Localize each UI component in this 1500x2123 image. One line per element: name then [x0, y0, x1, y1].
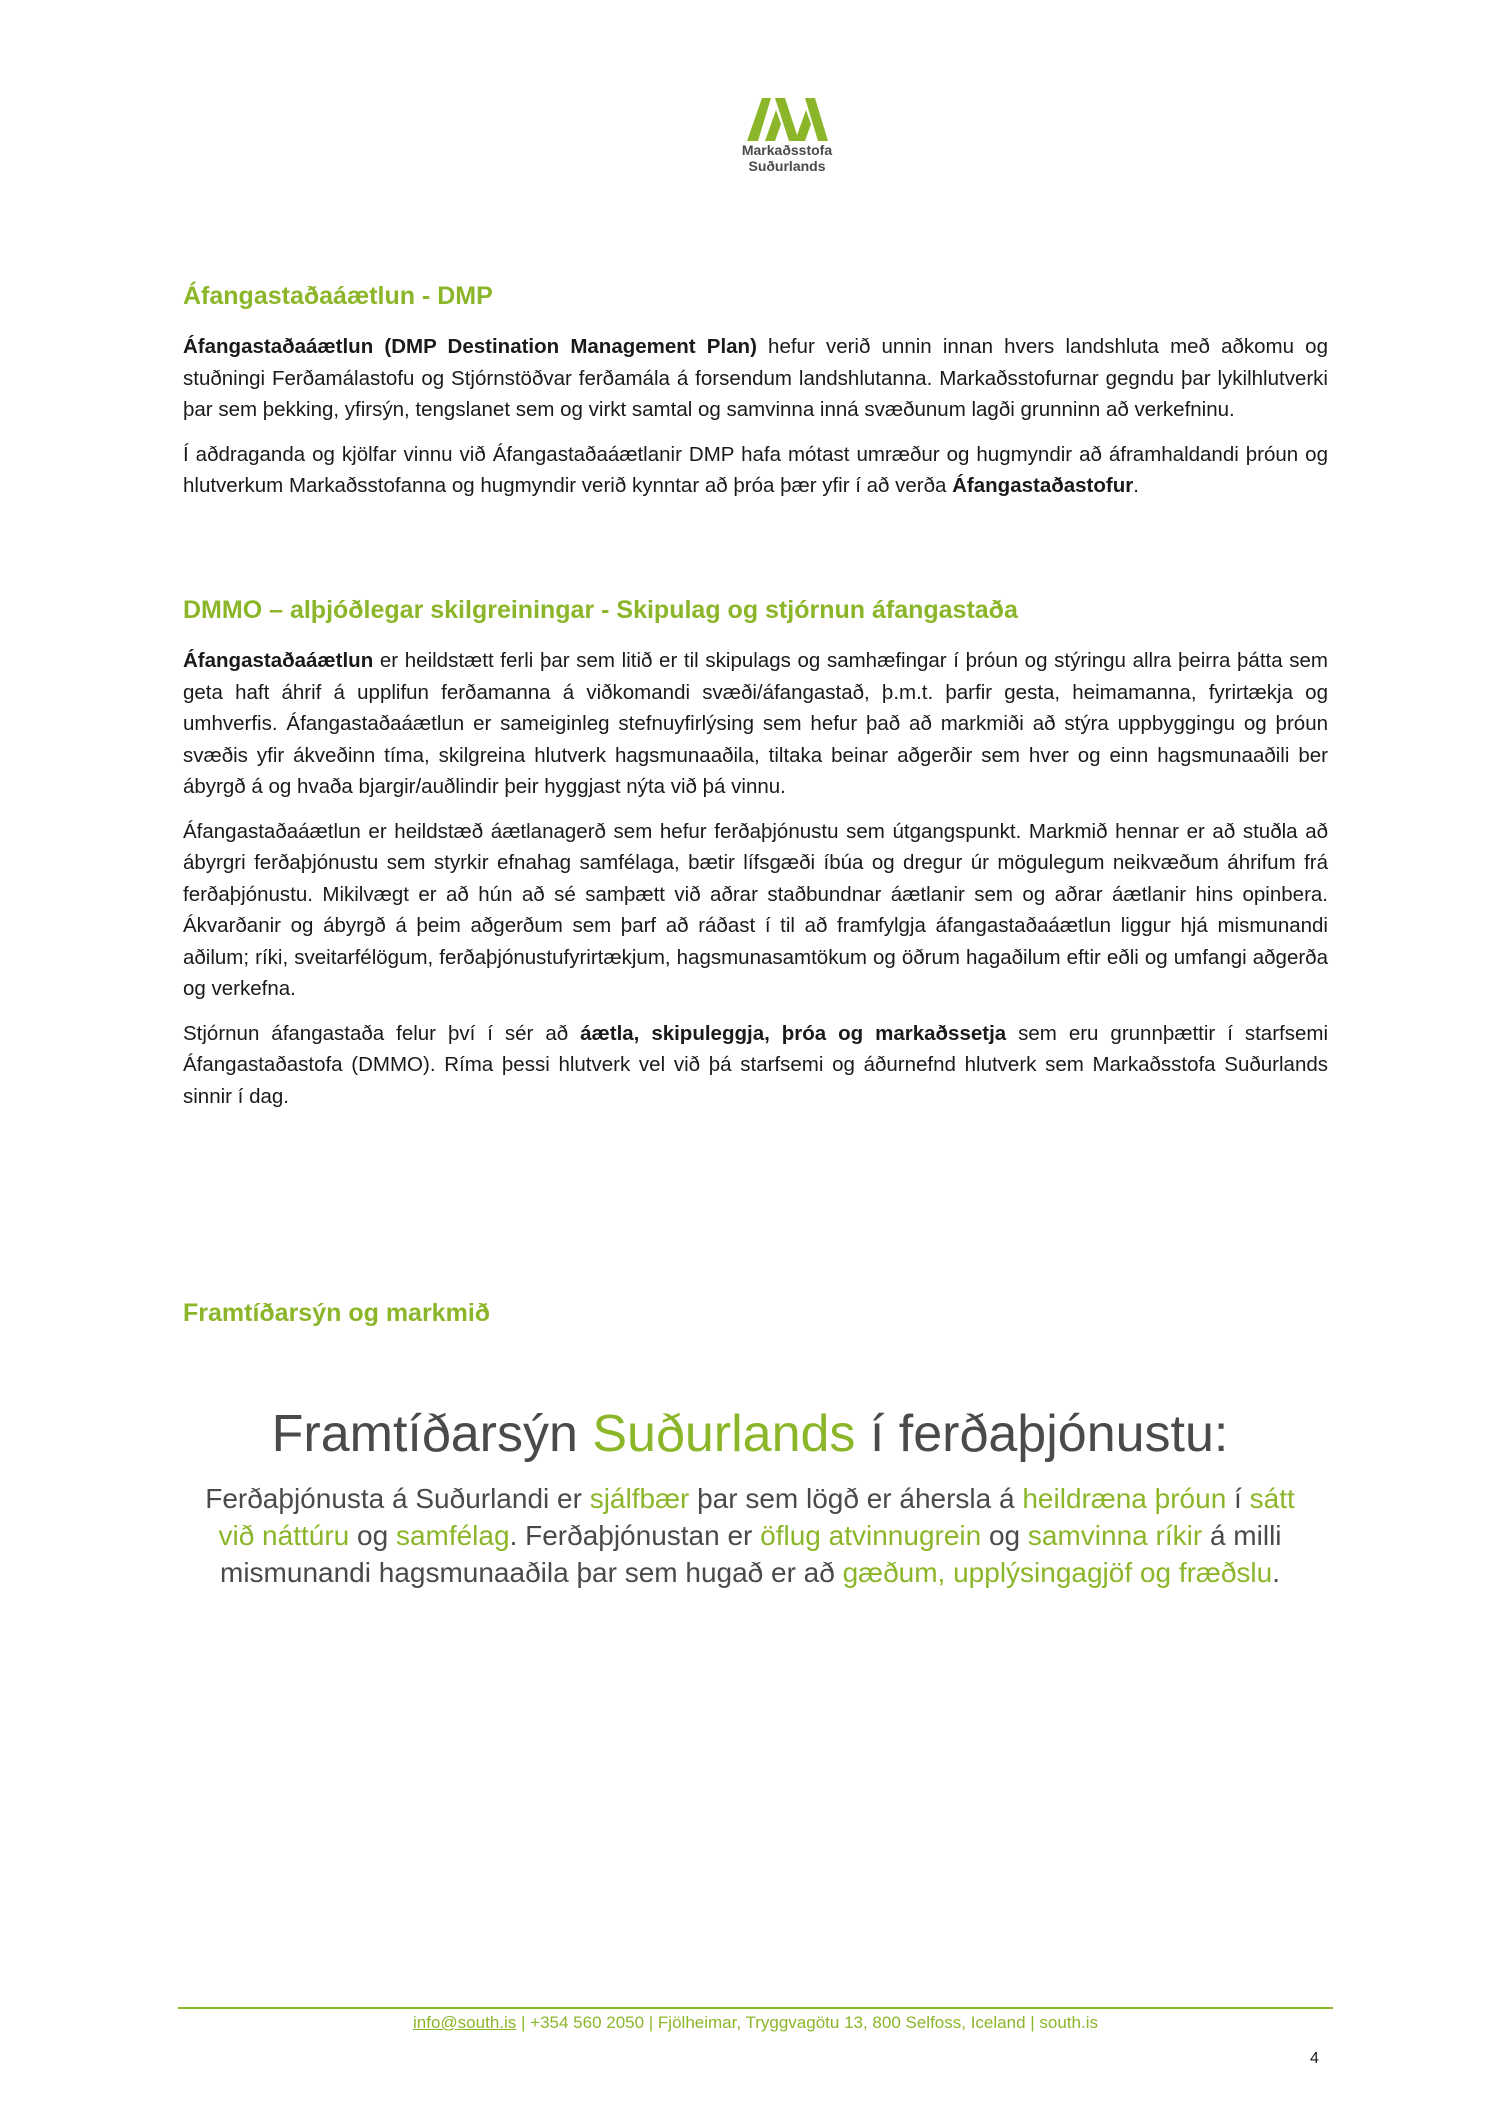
- vision-text: og: [349, 1520, 396, 1551]
- footer: [178, 2013, 1333, 2033]
- vision-graphic: [150, 1402, 1350, 1591]
- vision-highlight: gæðum, upplýsingagjöf og fræðslu: [842, 1557, 1273, 1588]
- vision-title: [150, 1402, 1350, 1466]
- vision-text: þar sem lögð er áhersla á: [689, 1483, 1023, 1514]
- paragraph-dmp-2: [183, 439, 1328, 502]
- heading-dmmo: DMMO – alþjóðlegar skilgreiningar - Skipulag og stjórnun áfangastaða: [183, 596, 1018, 624]
- paragraph-text: Í aðdraganda og kjölfar vinnu við Áfangastaðaáætlanir DMP hafa mótast umræður og hugmyndir að áframhaldandi þróun og hlutverkum Markaðsstofanna og hugmyndir verið kynntar að þróa þær yfir í að verða: [183, 442, 1328, 497]
- vision-highlight: samvinna ríkir: [1027, 1520, 1203, 1551]
- section-dmp: [183, 280, 1328, 502]
- vision-title-highlight: Suðurlands: [592, 1405, 856, 1463]
- vision-text: . Ferðaþjónustan er: [509, 1520, 761, 1551]
- vision-highlight: sjálfbær: [589, 1483, 690, 1514]
- paragraph-text: hefur verið unnin innan hvers landshluta með aðkomu og stuðningi Ferðamálastofu og Stjórnstöðvar ferðamála á forsendum landshlutanna. Markaðsstofurnar gegndu þar lykilhlutverki þar sem þekking, yfirsýn, tengslanet sem og virkt samtal og samvinna inná svæðunum lagði grunninn að verkefninu.: [183, 335, 1328, 421]
- logo-text-line1: Markaðsstofa: [741, 142, 833, 158]
- paragraph-dmp-1: [183, 331, 1328, 426]
- section-dmmo: [183, 594, 1328, 1112]
- paragraph-dmmo-3: [183, 1018, 1328, 1113]
- bold-term: Áfangastaðaáætlun (DMP Destination Management Plan): [183, 335, 757, 358]
- vision-highlight: sátt við náttúru: [218, 1483, 1295, 1551]
- heading-vision: Framtíðarsýn og markmið: [183, 1299, 491, 1327]
- vision-text: á milli mismunandi hagsmunaaðila þar sem hugað er að: [220, 1520, 1282, 1588]
- vision-highlight: samfélag: [395, 1520, 510, 1551]
- paragraph-text: Stjórnun áfangastaða felur því í sér að: [183, 1021, 581, 1045]
- vision-highlight: heildræna þróun: [1022, 1483, 1227, 1514]
- bold-term: áætla, skipuleggja, þróa og markaðssetja: [580, 1021, 1007, 1045]
- vision-body: [150, 1480, 1350, 1591]
- paragraph-text: er heildstætt ferli þar sem litið er til skipulags og samhæfingar í þróun og stýringu allra þeirra þátta sem geta haft áhrif á upplifun ferðamanna á viðkomandi svæði/áfangastað, þ.m.t. þarfir gesta, heimamanna, fyrirtækja og umhverfis. Áfangastaðaáætlun er sameiginleg stefnuyfirlýsing sem hefur það að markmiði að stýra uppbyggingu og þróun svæðis yfir ákveðinn tíma, skilgreina hlutverk hagsmunaaðila, tiltaka beinar aðgerðir sem hver og einn hagsmunaaðili ber ábyrgð á og hvaða bjargir/auðlindir þeir hyggjast nýta við þá vinnu.: [183, 649, 1328, 798]
- heading-dmp: Áfangastaðaáætlun - DMP: [183, 282, 493, 310]
- footer-contact-text: | +354 560 2050 | Fjölheimar, Tryggvagötu 13, 800 Selfoss, Iceland | south.is: [516, 2013, 1098, 2032]
- page-number: 4: [1310, 2050, 1319, 2067]
- paragraph-text: .: [1133, 474, 1139, 497]
- logo-mark-icon: [745, 96, 829, 142]
- bold-term: Áfangastaðaáætlun: [183, 649, 374, 672]
- vision-title-part: Framtíðarsýn: [271, 1405, 593, 1463]
- logo-text-line2: Suðurlands: [748, 158, 826, 174]
- vision-text: í: [1226, 1483, 1250, 1514]
- paragraph-dmmo-1: [183, 645, 1328, 803]
- vision-text: Ferðaþjónusta á Suðurlandi er: [205, 1483, 590, 1514]
- footer-divider: [178, 2007, 1333, 2009]
- vision-text: og: [981, 1520, 1028, 1551]
- paragraph-dmmo-2: Áfangastaðaáætlun er heildstæð áætlanagerð sem hefur ferðaþjónustu sem útgangspunkt. Markmið hennar er að stuðla að ábyrgri ferðaþjónustu sem styrkir efnahag samfélaga, bætir lífsgæði íbúa og dregur úr mögulegum neikvæðum áhrifum frá ferðaþjónustu. Mikilvægt er að hún að sé samþætt við aðrar staðbundnar áætlanir sem og aðrar áætlanir hins opinbera. Ákvarðanir og ábyrgð á þeim aðgerðum sem þarf að ráðast í til að framfylgja áfangastaðaáætlun liggur hjá mismunandi aðilum; ríki, sveitarfélögum, ferðaþjónustufyrirtækjum, hagsmunasamtökum og öðrum hagaðilum eftir eðli og umfangi aðgerða og verkefna.: [183, 819, 1328, 1000]
- vision-title-part: í ferðaþjónustu:: [855, 1405, 1229, 1463]
- vision-text: .: [1272, 1557, 1280, 1588]
- bold-term: Áfangastaðastofur: [952, 474, 1134, 497]
- logo: [727, 96, 847, 174]
- section-vision-heading: [183, 1297, 1328, 1329]
- footer-email-link[interactable]: info@south.is: [413, 2013, 517, 2032]
- paragraph-text: sem eru grunnþættir í starfsemi Áfangastaðastofa (DMMO). Ríma þessi hlutverk vel við þá starfsemi og áðurnefnd hlutverk sem Markaðsstofa Suðurlands sinnir í dag.: [183, 1021, 1329, 1108]
- vision-highlight: öflug atvinnugrein: [760, 1520, 982, 1551]
